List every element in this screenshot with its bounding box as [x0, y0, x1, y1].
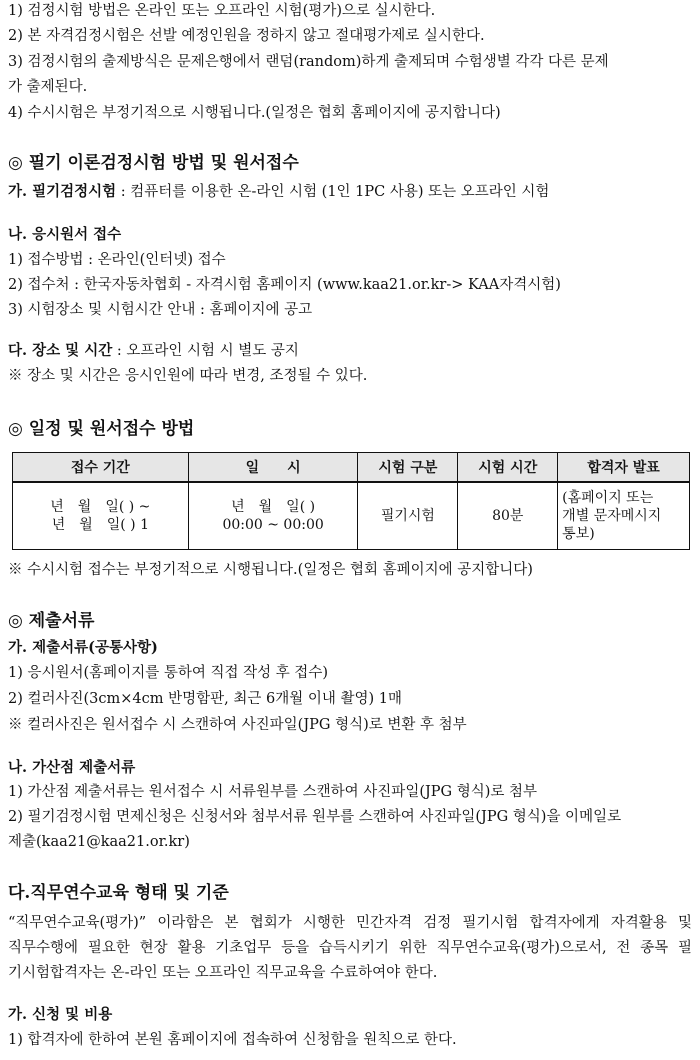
header-exam-type: 시험 구분	[358, 453, 458, 483]
table-row	[13, 482, 690, 550]
training-paragraph-line-3: 기시험합격자는 온-라인 또는 오프라인 직무교육을 수료하여야 한다.	[8, 965, 438, 981]
announce-line-3: 통보)	[562, 526, 595, 542]
written-exam-text: : 컴퓨터를 이용한 온-라인 시험 (1인 1PC 사용) 또는 오프라인 시험	[116, 184, 550, 200]
header-announcement: 합격자 발표	[558, 453, 690, 483]
header-datetime: 일 시	[188, 453, 358, 483]
training-paragraph-line-2: 직무수행에 필요한 현장 활용 기초업무 등을 습득시키기 위한 직무연수교육(평가)으로서, 전 종목 필	[8, 940, 692, 956]
training-paragraph-line-1: “직무연수교육(평가)” 이라함은 본 협회가 시행한 민간자격 검정 필기시험 합격자에게 자격활용 및	[8, 915, 692, 931]
period-start: 년 월 일( ) ~	[50, 499, 151, 515]
bonus-docs-item-1: 1) 가산점 제출서류는 원서접수 시 서류원부를 스캔하여 사진파일(JPG 형식)로 첨부	[8, 784, 538, 800]
announce-line-2: 개별 문자메시지	[562, 508, 662, 524]
application-label: 나. 응시원서 접수	[8, 226, 122, 243]
common-docs-item-1: 1) 응시원서(홈페이지를 통하여 직접 작성 후 접수)	[8, 665, 328, 681]
place-time-text: : 오프라인 시험 시 별도 공지	[112, 343, 299, 359]
header-period: 접수 기간	[13, 453, 189, 483]
section-heading-training: 다.직무연수교육 형태 및 기준	[8, 883, 229, 903]
bonus-docs-item-3: 제출(kaa21@kaa21.or.kr)	[8, 834, 190, 850]
apply-cost-label: 가. 신청 및 비용	[8, 1006, 113, 1023]
section-heading-written-exam: ◎ 필기 이론검정시험 방법 및 원서접수	[8, 153, 299, 173]
period-end: 년 월 일( ) 1	[51, 517, 150, 533]
cell-period	[13, 482, 189, 550]
intro-line-2: 2) 본 자격검정시험은 선발 예정인원을 정하지 않고 절대평가제로 실시한다.	[8, 28, 485, 44]
intro-line-5: 4) 수시시험은 부정기적으로 시행됩니다.(일정은 협회 홈페이지에 공지합니다)	[8, 105, 501, 121]
application-item-2: 2) 접수처 : 한국자동차협회 - 자격시험 홈페이지 (www.kaa21.or.kr-> KAA자격시험)	[8, 277, 561, 293]
application-item-1: 1) 접수방법 : 온라인(인터넷) 접수	[8, 252, 226, 268]
common-docs-note: ※ 컬러사진은 원서접수 시 스캔하여 사진파일(JPG 형식)로 변환 후 첨부	[8, 717, 467, 733]
announce-line-1: (홈페이지 또는	[562, 490, 654, 506]
place-time	[8, 340, 692, 362]
section-heading-schedule: ◎ 일정 및 원서접수 방법	[8, 419, 195, 439]
exam-date: 년 월 일( )	[231, 499, 316, 515]
header-exam-time: 시험 시간	[458, 453, 558, 483]
schedule-table	[12, 452, 690, 550]
bonus-docs-label: 나. 가산점 제출서류	[8, 759, 136, 776]
common-docs-label: 가. 제출서류(공통사항)	[8, 639, 158, 656]
apply-cost-item-1: 1) 합격자에 한하여 본원 홈페이지에 접속하여 신청함을 원칙으로 한다.	[8, 1032, 457, 1048]
cell-datetime	[188, 482, 358, 550]
intro-line-3: 3) 검정시험의 출제방식은 문제은행에서 랜덤(random)하게 출제되며 수험생별 각각 다른 문제	[8, 54, 609, 70]
cell-exam-time: 80분	[458, 482, 558, 550]
cell-exam-type: 필기시험	[358, 482, 458, 550]
exam-hours: 00:00 ~ 00:00	[222, 517, 324, 533]
application-item-3: 3) 시험장소 및 시험시간 안내 : 홈페이지에 공고	[8, 302, 313, 318]
written-exam-label: 가. 필기검정시험	[8, 183, 117, 200]
place-time-label: 다. 장소 및 시간	[8, 342, 113, 359]
common-docs-item-2: 2) 컬러사진(3cm×4cm 반명함판, 최근 6개월 이내 촬영) 1매	[8, 691, 402, 707]
intro-line-4: 가 출제된다.	[8, 79, 88, 95]
written-exam-method	[8, 181, 692, 203]
cell-announcement	[558, 482, 690, 550]
section-heading-documents: ◎ 제출서류	[8, 611, 95, 631]
schedule-note: ※ 수시시험 접수는 부정기적으로 시행됩니다.(일정은 협회 홈페이지에 공지합니다)	[8, 562, 533, 578]
intro-line-1: 1) 검정시험 방법은 온라인 또는 오프라인 시험(평가)으로 실시한다.	[8, 3, 436, 19]
bonus-docs-item-2: 2) 필기검정시험 면제신청은 신청서와 첨부서류 원부를 스캔하여 사진파일(JPG 형식)을 이메일로	[8, 809, 622, 825]
place-time-note: ※ 장소 및 시간은 응시인원에 따라 변경, 조정될 수 있다.	[8, 368, 368, 384]
